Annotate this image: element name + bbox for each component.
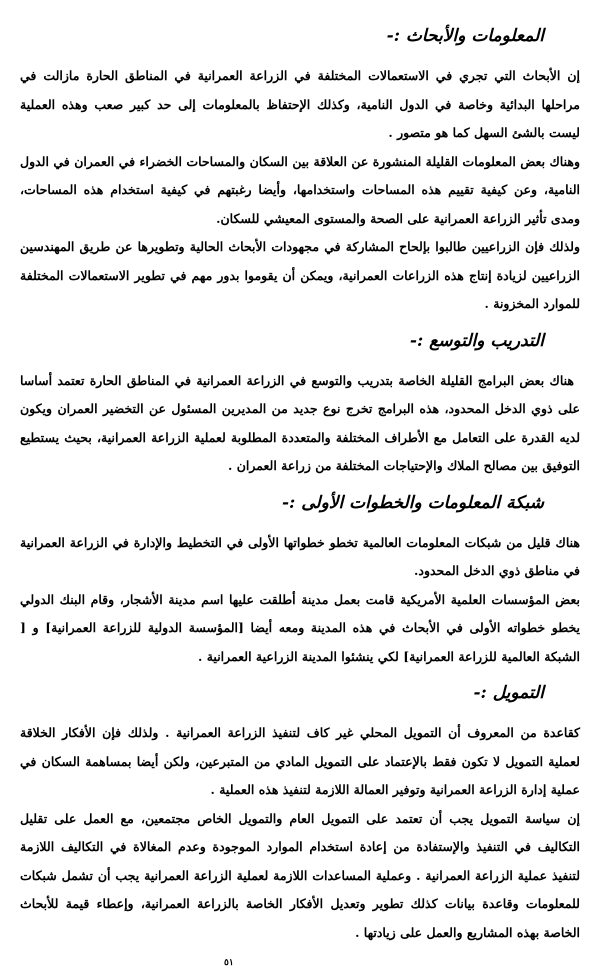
paragraph: بعض المؤسسات العلمية الأمريكية قامت بعمل مدينة أطلقت عليها اسم مدينة الأشجار، وقام البنك الدولي يخطو خطواته الأولى في الأبحاث في هذه المدينة ومعه أيضا [المؤسسة الدولية للزراعة العمرانية] و [ الشبكة العالمية للزراعة العمرانية] لكي ينشئوا المدينة الزراعية العمرانية . xyxy=(20,591,580,664)
page-number: ٥١ xyxy=(224,958,234,968)
paragraph: هناك قليل من شبكات المعلومات العالمية تخطو خطواتها الأولى في التخطيط والإدارة في الزراعة العمرانية في مناطق ذوي الدخل المحدود. xyxy=(20,534,580,578)
paragraph: هناك بعض البرامج القليلة الخاصة بتدريب والتوسع في الزراعة العمرانية في المناطق الحارة تعتمد أساسا على ذوي الدخل المحدود، هذه البرامج تخرج نوع جديد من المديرين المسئول عن التخضير العمران ويكون لديه القدرة على التعامل مع الأطراف المختلفة والمتعددة المطلوبة لعملية الزراعة العمرانية، بحيث يستطيع التوفيق بين مصالح الملاك والإحتياجات المختلفة من زراعة العمران . xyxy=(20,372,580,473)
paragraph: كقاعدة من المعروف أن التمويل المحلي غير كاف لتنفيذ الزراعة العمرانية . ولذلك فإن الأفكار الخلاقة لعملية التمويل لا تكون فقط بالإعتماد على التمويل المادي من المتبرعين، ولكن أيضا بمساهمة السكان في عملية إدارة الزراعة العمرانية وتوفير العمالة اللازمة لتنفيذ هذه العملية . xyxy=(20,725,580,797)
paragraph: وهناك بعض المعلومات القليلة المنشورة عن العلاقة بين السكان والمساحات الخضراء في العمران في الدول النامية، وعن كيفية تقييم هذه المساحات واستخدامها، وأيضا رغبتهم في كيفية استخدام هذه المساحات، ومدى تأثير الزراعة العمرانية على الصحة والمستوى المعيشي للسكان. xyxy=(20,153,580,226)
paragraph: ولذلك فإن الزراعيين طالبوا بإلحاح المشاركة في مجهودات الأبحاث الحالية وتطويرها عن طريق المهندسين الزراعيين لزيادة إنتاج هذه الزراعات العمرانية، ويمكن أن يقوموا بدور مهم في تطوير الاستعمالات المختلفة للموارد المخزونة . xyxy=(20,239,580,311)
section-funding xyxy=(20,681,580,947)
section-network xyxy=(20,491,580,672)
section-heading-research: المعلومات والأبحاث :- xyxy=(386,26,544,46)
section-training xyxy=(20,329,580,481)
section-heading-network: شبكة المعلومات والخطوات الأولى :- xyxy=(281,492,544,513)
section-heading-training: التدريب والتوسع :- xyxy=(409,330,544,351)
section-heading-funding: التمويل :- xyxy=(473,683,544,703)
paragraph: إن الأبحاث التي تجري في الاستعمالات المختلفة في الزراعة العمرانية في المناطق الحارة مازالت في مراحلها البدائية وخاصة في الدول النامية، وكذلك الإحتفاظ بالمعلومات إلى حد كبير صعب وهذه العملية ليست بالشئ السهل كما هو متصور . xyxy=(20,68,580,140)
section-research xyxy=(20,24,580,319)
paragraph: إن سياسة التمويل يجب أن تعتمد على التمويل العام والتمويل الخاص مجتمعين، مع العمل على تقليل التكاليف في التنفيذ والإستفادة من إعادة استخدام الموارد الموجودة وعدم المغالاة في التكاليف اللازمة لتنفيذ عملية الزراعة العمرانية . وعملية المساعدات اللازمة لعملية الزراعة العمرانية يجب أن تشمل شبكات للمعلومات وقاعدة بيانات كذلك تطوير وتعديل الأفكار الخاصة بالزراعة العمرانية، وإعطاء قيمة للأبحاث الخاصة بهذه المشاريع والعمل على زيادتها . xyxy=(20,810,580,940)
